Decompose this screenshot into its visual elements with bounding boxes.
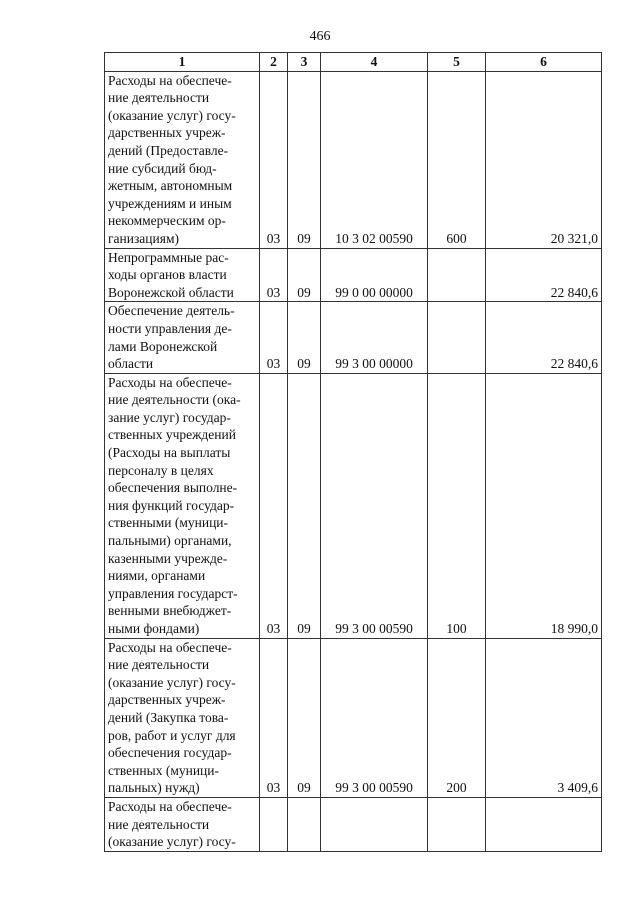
expense-name-line: пальных) нужд) bbox=[108, 780, 200, 796]
expense-name-line: Расходы на обеспече- bbox=[108, 374, 232, 390]
target-article-cell bbox=[321, 797, 428, 851]
expense-name-line: дарственных учреж- bbox=[108, 692, 226, 708]
expense-name-line: ние деятельности bbox=[108, 816, 210, 832]
amount-cell: 20 321,0 bbox=[486, 71, 602, 248]
target-article-cell: 99 0 00 00000 bbox=[321, 248, 428, 302]
header-col-5: 5 bbox=[428, 53, 486, 72]
expense-name-line: ности управления де- bbox=[108, 320, 232, 336]
amount-cell: 22 840,6 bbox=[486, 302, 602, 373]
table-row bbox=[105, 797, 602, 851]
expense-name-cell bbox=[105, 248, 260, 302]
expense-name-line: Расходы на обеспече- bbox=[108, 72, 232, 88]
expense-name-line: ходы органов власти bbox=[108, 267, 227, 283]
expense-name-line: Расходы на обеспече- bbox=[108, 639, 232, 655]
section-code-cell: 03 bbox=[260, 71, 288, 248]
table-body bbox=[105, 71, 602, 851]
section-code-cell: 03 bbox=[260, 248, 288, 302]
expense-name-cell bbox=[105, 373, 260, 638]
expense-name-line: персоналу в целях bbox=[108, 462, 214, 478]
expense-name-line: обеспечения выполне- bbox=[108, 480, 238, 496]
amount-cell bbox=[486, 797, 602, 851]
expense-name-line: (оказание услуг) госу- bbox=[108, 834, 236, 850]
expense-name-line: зание услуг) государ- bbox=[108, 409, 231, 425]
section-code-cell: 03 bbox=[260, 373, 288, 638]
expense-name-line: ние субсидий бюд- bbox=[108, 160, 217, 176]
expense-name-line: ния функций государ- bbox=[108, 497, 235, 513]
expense-name-line: ными фондами) bbox=[108, 621, 200, 636]
expense-name-line: ственными (муници- bbox=[108, 515, 229, 531]
expense-type-cell: 100 bbox=[428, 373, 486, 638]
section-code-cell: 03 bbox=[260, 302, 288, 373]
expense-name-line: Обеспечение деятель- bbox=[108, 303, 235, 319]
target-article-cell: 99 3 00 00000 bbox=[321, 302, 428, 373]
table-row bbox=[105, 638, 602, 797]
expense-name-line: дарственных учреж- bbox=[108, 125, 226, 141]
section-code-cell bbox=[260, 797, 288, 851]
expense-name-line: (оказание услуг) госу- bbox=[108, 674, 236, 690]
expense-name-line: ров, работ и услуг для bbox=[108, 727, 236, 743]
expense-name-line: лами Воронежской bbox=[108, 338, 218, 354]
amount-cell: 22 840,6 bbox=[486, 248, 602, 302]
expense-name-line: некоммерческим ор- bbox=[108, 213, 226, 229]
table-row bbox=[105, 373, 602, 638]
target-article-cell: 99 3 00 00590 bbox=[321, 638, 428, 797]
table-row bbox=[105, 248, 602, 302]
target-article-cell: 10 3 02 00590 bbox=[321, 71, 428, 248]
header-col-4: 4 bbox=[321, 53, 428, 72]
expense-name-line: Непрограммные рас- bbox=[108, 249, 229, 265]
expense-type-cell bbox=[428, 797, 486, 851]
subsection-code-cell: 09 bbox=[288, 71, 321, 248]
subsection-code-cell: 09 bbox=[288, 248, 321, 302]
expense-name-line: Расходы на обеспече- bbox=[108, 798, 232, 814]
expense-name-cell bbox=[105, 302, 260, 373]
expense-name-line: учреждениям и иным bbox=[108, 195, 232, 211]
expense-name-line: (оказание услуг) госу- bbox=[108, 107, 236, 123]
expense-name-line: жетным, автономным bbox=[108, 178, 233, 194]
header-row bbox=[105, 53, 602, 72]
expense-name-cell bbox=[105, 71, 260, 248]
target-article-cell: 99 3 00 00590 bbox=[321, 373, 428, 638]
expense-name-line: пальными) органами, bbox=[108, 533, 232, 549]
table-row bbox=[105, 302, 602, 373]
expense-type-cell: 200 bbox=[428, 638, 486, 797]
subsection-code-cell: 09 bbox=[288, 638, 321, 797]
budget-table bbox=[104, 52, 602, 852]
expense-type-cell bbox=[428, 302, 486, 373]
header-col-3: 3 bbox=[288, 53, 321, 72]
expense-name-line: ственных учреждений bbox=[108, 427, 236, 443]
header-col-1: 1 bbox=[105, 53, 260, 72]
expense-name-line: венными внебюджет- bbox=[108, 603, 232, 619]
expense-name-line: ние деятельности bbox=[108, 90, 210, 106]
expense-type-cell bbox=[428, 248, 486, 302]
expense-name-line: дений (Предоставле- bbox=[108, 142, 229, 158]
expense-name-line: области bbox=[108, 356, 154, 372]
expense-type-cell: 600 bbox=[428, 71, 486, 248]
expense-name-line: дений (Закупка това- bbox=[108, 709, 229, 725]
expense-name-line: казенными учрежде- bbox=[108, 550, 228, 566]
expense-name-cell bbox=[105, 797, 260, 851]
subsection-code-cell: 09 bbox=[288, 373, 321, 638]
page-number: 466 bbox=[309, 29, 331, 44]
subsection-code-cell: 09 bbox=[288, 302, 321, 373]
expense-name-line: ние деятельности (ока- bbox=[108, 392, 241, 408]
section-code-cell: 03 bbox=[260, 638, 288, 797]
table-row bbox=[105, 71, 602, 248]
header-col-2: 2 bbox=[260, 53, 288, 72]
expense-name-line: обеспечения государ- bbox=[108, 745, 232, 761]
subsection-code-cell bbox=[288, 797, 321, 851]
header-col-6: 6 bbox=[486, 53, 602, 72]
amount-cell: 18 990,0 bbox=[486, 373, 602, 638]
expense-name-line: Воронежской области bbox=[108, 284, 234, 300]
expense-name-line: ниями, органами bbox=[108, 568, 206, 584]
expense-name-line: ние деятельности bbox=[108, 657, 210, 673]
expense-name-line: (Расходы на выплаты bbox=[108, 445, 231, 461]
expense-name-line: ственных (муници- bbox=[108, 762, 220, 778]
expense-name-line: управления государст- bbox=[108, 585, 238, 601]
expense-name-line: ганизациям) bbox=[108, 230, 180, 246]
amount-cell: 3 409,6 bbox=[486, 638, 602, 797]
expense-name-cell bbox=[105, 638, 260, 797]
